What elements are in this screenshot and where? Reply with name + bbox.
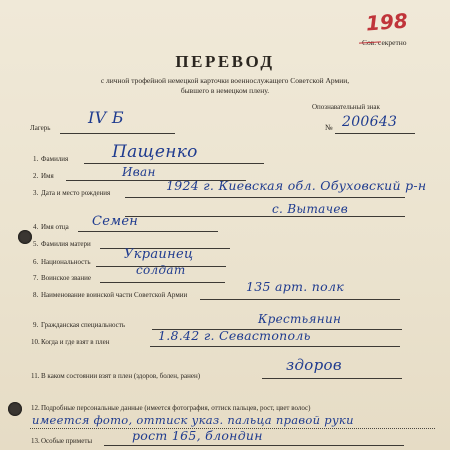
field-3-value-line2: с. Вытачев: [272, 202, 349, 216]
field-3-underline-2: [125, 216, 405, 217]
field-10-value: 1.8.42 г. Севастополь: [158, 328, 311, 343]
field-11-label: В каком состоянии взят в плен (здоров, болен, ранен): [41, 372, 201, 380]
tag-label: Опознавательный знак: [312, 103, 380, 111]
camp-value: IV Б: [88, 108, 124, 127]
field-9-number: 9.: [33, 321, 39, 329]
field-3-label: Дата и место рождения: [41, 189, 111, 197]
field-8-label: Наименование воинской части Советской Армии: [41, 291, 188, 299]
field-7-value: солдат: [136, 263, 186, 277]
field-11-value: здоров: [286, 356, 342, 374]
field-10-underline: [150, 346, 400, 347]
document-title: ПЕРЕВОД: [175, 52, 275, 71]
field-6-number: 6.: [33, 258, 39, 266]
field-3-underline: [125, 197, 405, 198]
field-2-value: Иван: [122, 165, 156, 179]
field-7-underline: [100, 282, 225, 283]
punch-hole-bottom: [8, 402, 22, 416]
field-12-number: 12.: [31, 404, 40, 412]
field-9-value: Крестьянин: [258, 312, 342, 326]
field-12-label: Подробные персональные данные (имеется фотография, оттиск пальцев, рост, цвет волос): [41, 404, 311, 412]
subtitle-line-1: с личной трофейной немецкой карточки военнослужащего Советской Армии,: [100, 76, 350, 85]
camp-label: Лагерь: [30, 124, 51, 132]
field-7-label: Воинское звание: [41, 274, 91, 282]
subtitle-line-2: бывшего в немецком плену.: [180, 86, 270, 95]
field-10-label: Когда и где взят в плен: [41, 338, 110, 346]
field-1-number: 1.: [33, 155, 39, 163]
field-1-value: Пащенко: [112, 142, 198, 162]
field-13-value: рост 165, блондин: [132, 428, 263, 443]
field-1-label: Фамилия: [41, 155, 69, 163]
field-13-label: Особые приметы: [41, 437, 93, 445]
field-8-value: 135 арт. полк: [246, 279, 344, 294]
field-3-number: 3.: [33, 189, 39, 197]
tag-underline: [335, 133, 415, 134]
field-1-underline: [84, 163, 264, 164]
field-9-label: Гражданская специальность: [41, 321, 126, 329]
field-4-label: Имя отца: [41, 223, 69, 231]
punch-hole-top: [18, 230, 32, 244]
field-3-value: 1924 г. Киевская обл. Обуховский р-н: [166, 178, 427, 193]
field-8-number: 8.: [33, 291, 39, 299]
field-13-underline: [104, 445, 404, 446]
field-5-number: 5.: [33, 240, 39, 248]
camp-underline: [60, 133, 175, 134]
field-8-underline: [200, 299, 400, 300]
field-4-underline: [78, 231, 218, 232]
field-13-number: 13.: [31, 437, 40, 445]
field-2-label: Имя: [41, 172, 54, 180]
field-10-number: 10.: [31, 338, 40, 346]
field-11-underline: [262, 378, 402, 379]
field-12-value: имеется фото, оттиск указ. пальца правой руки: [32, 413, 354, 427]
field-6-value: Украинец: [124, 247, 194, 262]
tag-value: 200643: [342, 114, 398, 130]
field-2-number: 2.: [33, 172, 39, 180]
field-4-number: 4.: [33, 223, 39, 231]
secrecy-label: Сов. секретно: [362, 38, 407, 47]
field-5-label: Фамилия матери: [41, 240, 91, 248]
field-7-number: 7.: [33, 274, 39, 282]
tag-prefix: №: [325, 123, 333, 132]
red-archive-number: 198: [365, 8, 409, 36]
field-6-label: Национальность: [41, 258, 91, 266]
field-11-number: 11.: [31, 372, 40, 380]
field-4-value: Семен: [92, 214, 139, 229]
